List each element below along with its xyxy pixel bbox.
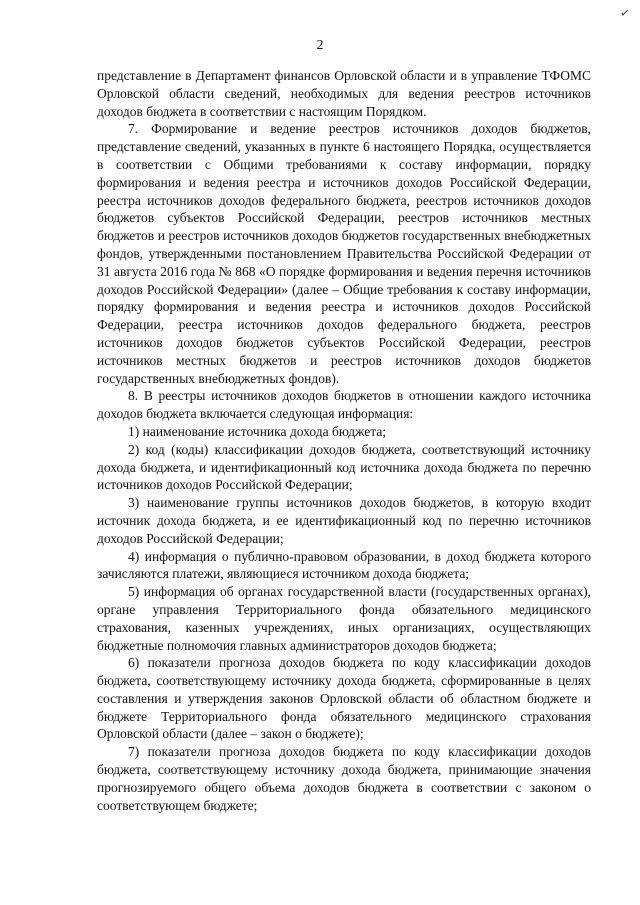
handwritten-check-mark: ✓ <box>619 5 631 21</box>
list-item-3: 3) наименование группы источников доходов бюджетов, в которую входит источник дохода бюджета, и ее идентификационный код по перечню источников доходов Российской Федерации; <box>97 495 591 546</box>
list-item-6: 6) показатели прогноза доходов бюджета по коду классификации доходов бюджета, соответствующему источнику дохода бюджета, сформированные в целях составления и утверждения законов Орловской области об областном бюджете и бюджете Территориального фонда обязательного медицинского страхования Орловской области (далее – закон о бюджете); <box>97 655 591 742</box>
list-item-4: 4) информация о публично-правовом образовании, в доход бюджета которого зачисляются платежи, являющиеся источником дохода бюджета; <box>97 548 591 582</box>
list-item-2: 2) код (коды) классификации доходов бюджета, соответствующий источнику дохода бюджета, и идентификационный код источника дохода бюджета по перечню источников доходов Российской Федерации; <box>97 441 591 493</box>
paragraph-item-7: 7. Формирование и ведение реестров источников доходов бюджетов, представление сведений, указанных в пункте 6 настоящего Порядка, осуществляется в соответствии с Общими требованиями к составу информации, порядку формирования и ведения реестра и источников доходов Российской Федерации, реестра источников доходов федерального бюджета, реестров источников доходов бюджетов субъектов Российской Федерации, реестров источников местных бюджетов и реестров источников доходов бюджетов государственных внебюджетных фондов, утвержденными постановлением Правительства Российской Федерации от 31 августа 2016 года № 868 «О порядке формирования и ведения перечня источников доходов Российской Федерации» (далее – Общие требования к составу информации, порядку формирования и ведения реестра и источников доходов Российской Федерации, реестра источников доходов федерального бюджета, реестров источников доходов бюджетов субъектов Российской Федерации, реестров источников местных бюджетов и реестров источников доходов бюджетов государственных внебюджетных фондов). <box>97 121 591 386</box>
document-body <box>97 67 591 814</box>
paragraph-item-8: 8. В реестры источников доходов бюджетов в отношении каждого источника доходов бюджета включается следующая информация: <box>97 388 591 422</box>
list-item-5: 5) информация об органах государственной власти (государственных органах), органе управления Территориального фонда обязательного медицинского страхования, казенных учреждениях, иных организациях, осуществляющих бюджетные полномочия главных администраторов доходов бюджета; <box>97 584 591 653</box>
list-item-7: 7) показатели прогноза доходов бюджета по коду классификации доходов бюджета, соответствующему источнику дохода бюджета, принимающие значения прогнозируемого общего объема доходов бюджета в соответствии с законом о соответствующем бюджете; <box>97 744 591 813</box>
paragraph-continuation: представление в Департамент финансов Орловской области и в управление ТФОМС Орловской области сведений, необходимых для ведения реестров источников доходов бюджета в соответствии с настоящим Порядком. <box>97 68 591 119</box>
list-item-1: 1) наименование источника дохода бюджета; <box>128 423 387 439</box>
page-number: 2 <box>316 38 324 53</box>
